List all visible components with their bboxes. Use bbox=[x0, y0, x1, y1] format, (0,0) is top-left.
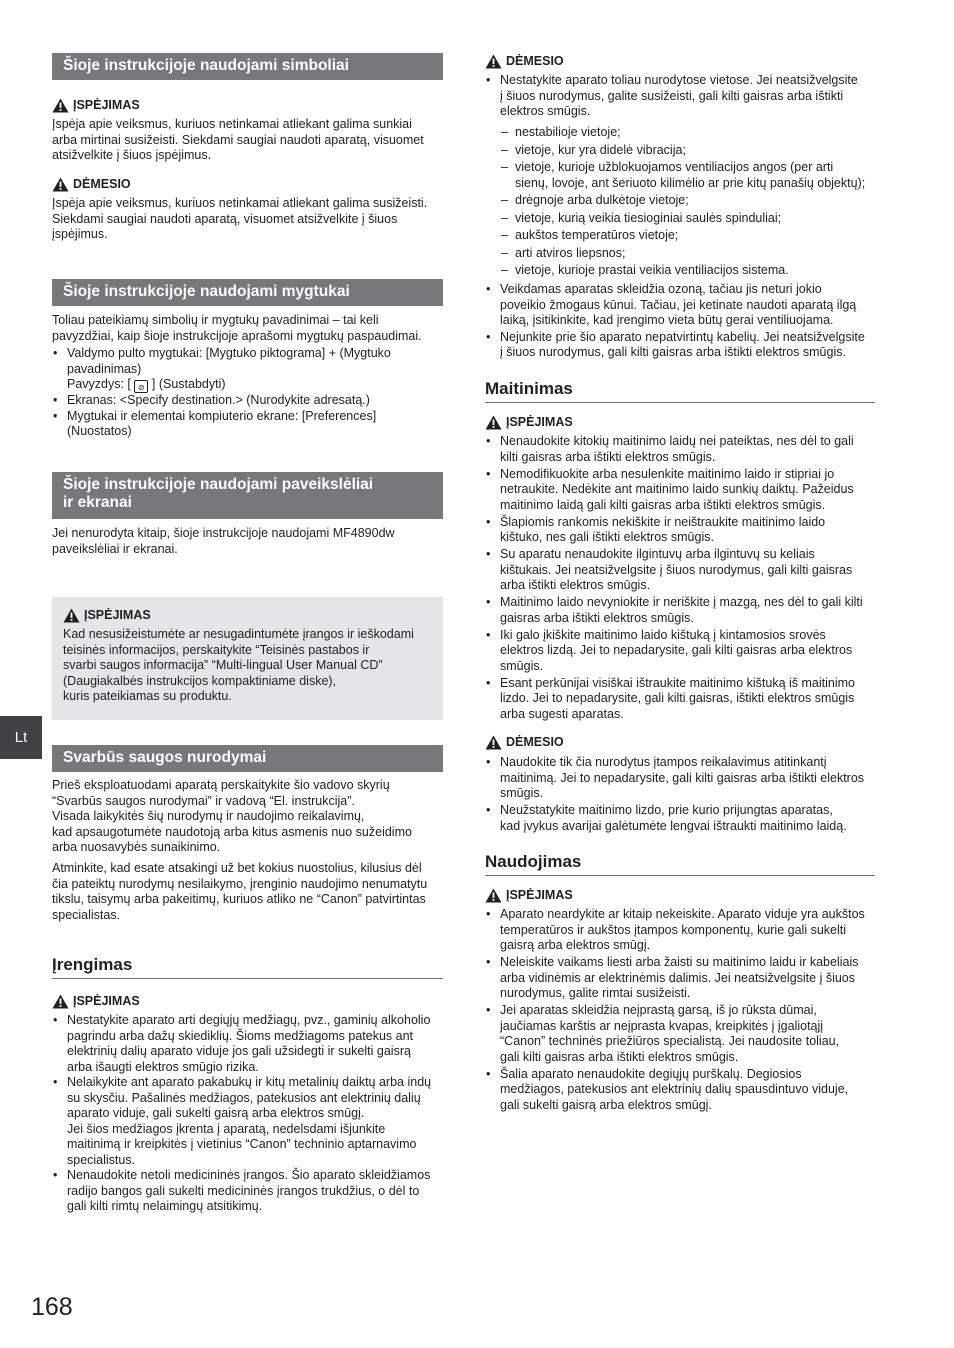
subsection-heading-text: Maitinimas bbox=[485, 379, 573, 398]
language-tab bbox=[0, 716, 42, 759]
subsection-heading-text: Naudojimas bbox=[485, 852, 582, 871]
text-line: maitinimo laidą gali kilti gaisras arba ištikti elektros smūgis. bbox=[500, 497, 826, 512]
list-item bbox=[52, 346, 443, 393]
text-line: Atminkite, kad esate atsakingi už bet kokius nuostolius, kilusius dėl bbox=[52, 861, 422, 875]
text-line: • Esant perkūnijai visiškai ištraukite maitinimo kištuką iš maitinimo bbox=[500, 675, 855, 690]
list-item bbox=[52, 409, 443, 440]
list-item bbox=[485, 1067, 875, 1114]
text-line: • Nestatykite aparato arti degiųjų medžiagų, pvz., gaminių alkoholio bbox=[67, 1013, 431, 1027]
text-line: maitinimą ir kreipkitės į vietinius “Canon” techninio aptarnavimo bbox=[67, 1137, 417, 1151]
power-caution-list bbox=[485, 755, 875, 834]
heading-line: ir ekranai bbox=[63, 494, 132, 511]
text-line: kad įvykus avarijai galėtumėte lengvai ištraukti maitinimo laidą. bbox=[500, 818, 847, 833]
text-line: lizdo. Jei to nepadarysite, gali kilti gaisras, ištikti elektros smūgis bbox=[500, 691, 855, 705]
placement-dash-list bbox=[485, 125, 875, 279]
caution-label: DĖMESIO bbox=[506, 54, 564, 68]
list-item bbox=[52, 1168, 443, 1215]
ozone-cable-list bbox=[485, 282, 875, 361]
text-line: • Nenaudokite netoli medicininės įrangos. Šio aparato skleidžiamos bbox=[67, 1168, 431, 1182]
text-line: kištuko, nes gali ištikti elektros smūgis. bbox=[500, 530, 714, 544]
list-item bbox=[485, 676, 875, 723]
list-item bbox=[485, 211, 875, 227]
text-line: • Jei aparatas skleidžia neįprastą garsą, iš jo rūksta dūmai, bbox=[500, 1003, 817, 1017]
text-line: Įspėja apie veiksmus, kuriuos netinkamai atliekant galima susižeisti. bbox=[52, 196, 428, 210]
text-line: nurodymus, galite rimtai susižeisti. bbox=[500, 986, 691, 1000]
text-line: radijo bangos gali sukelti medicininės įrangos trukdžius, o dėl to bbox=[67, 1183, 420, 1198]
list-item bbox=[485, 803, 875, 834]
caution-title bbox=[485, 53, 875, 69]
warning-triangle-icon bbox=[485, 888, 502, 903]
text-line: gali kilti gaisras arba ištikti elektros smūgis. bbox=[500, 1049, 739, 1064]
text-line: maitinimą. Jei to nepadarysite, gali kilti gaisras arba ištikti elektros bbox=[500, 770, 865, 785]
text-line: • Neleiskite vaikams liesti arba žaisti su maitinimo laidu ir kabeliais bbox=[500, 955, 859, 969]
list-item bbox=[485, 143, 875, 159]
section-heading-safety bbox=[52, 745, 443, 772]
example-prefix: Pavyzdys: [ bbox=[67, 377, 131, 391]
text-line: gaisrą arba elektros smūgį. bbox=[500, 938, 651, 952]
list-item bbox=[485, 193, 875, 209]
list-item bbox=[485, 628, 875, 675]
text-line: gali kilti rimtų nelaimingų atsitikimų. bbox=[67, 1199, 263, 1213]
list-item bbox=[485, 330, 875, 361]
text-line: Toliau pateikiamų simbolių ir mygtukų pavadinimai – tai keli bbox=[52, 313, 379, 327]
text-line: “Svarbūs saugos nurodymai” ir vadovą “El. instrukcija”. bbox=[52, 793, 355, 808]
text-line: arba sugesti aparatas. bbox=[500, 706, 624, 721]
text-line: – vietoje, kur yra didelė vibracija; bbox=[515, 142, 686, 157]
placement-caution-list bbox=[485, 73, 875, 120]
text-line: pagrindu arba dažų skiediklių. Šioms medžiagoms patekus ant bbox=[67, 1028, 414, 1043]
warning-label: ĮSPĖJIMAS bbox=[73, 98, 140, 112]
list-item bbox=[485, 282, 875, 329]
warning-label: ĮSPĖJIMAS bbox=[506, 888, 573, 902]
illustrations-text bbox=[52, 526, 443, 557]
list-item bbox=[485, 547, 875, 594]
subsection-heading-text: Įrengimas bbox=[52, 955, 133, 974]
text-line: tikslu, taisymų arba pakeitimų, kuriuos atliko ne “Canon” patvirtintas bbox=[52, 892, 426, 906]
text-line: arba mirtinai susižeisti. Siekdami saugiai naudoti aparatą, visuomet bbox=[52, 132, 424, 147]
section-heading-symbols-text: Šioje instrukcijoje naudojami simboliai bbox=[63, 57, 349, 74]
text-line: elektros smūgis. bbox=[500, 104, 591, 118]
text-line: netraukite. Nedėkite ant maitinimo laido sunkių daiktų. Pažeidus bbox=[500, 482, 854, 496]
text-line: Prieš eksploatuodami aparatą perskaitykite šio vadovo skyrių bbox=[52, 778, 390, 792]
warning-description bbox=[52, 117, 443, 164]
warning-triangle-icon bbox=[52, 994, 69, 1009]
warning-title bbox=[63, 607, 433, 623]
text-line: • Šlapiomis rankomis nekiškite ir neištraukite maitinimo laido bbox=[500, 514, 826, 529]
safety-paragraph-3 bbox=[52, 861, 443, 923]
list-item bbox=[485, 1003, 875, 1065]
list-item bbox=[485, 125, 875, 141]
language-tab-label: Lt bbox=[14, 729, 28, 746]
text-line: Kad nesusižeistumėte ar nesugadintumėte įrangos ir ieškodami bbox=[63, 627, 414, 641]
text-line: • Ekranas: <Specify destination.> (Nurodykite adresatą.) bbox=[67, 393, 370, 407]
text-line: • Mygtukai ir elementai kompiuterio ekrane: [Preferences] bbox=[67, 408, 377, 423]
list-item bbox=[485, 955, 875, 1002]
example-line bbox=[67, 377, 443, 393]
text-line: poveikio žmogaus kūnui. Tačiau, jei ketinate naudoti aparatą ilgą bbox=[500, 297, 857, 312]
text-line: – arti atviros liepsnos; bbox=[515, 245, 626, 260]
caution-title bbox=[485, 734, 875, 750]
text-line: arba išaugti elektros smūgio rizika. bbox=[67, 1059, 259, 1074]
warning-label: ĮSPĖJIMAS bbox=[84, 608, 151, 622]
important-notice-box bbox=[52, 597, 443, 720]
example-suffix: ] (Sustabdyti) bbox=[151, 377, 226, 391]
text-line: gaisras arba ištikti elektros smūgis. bbox=[500, 610, 694, 625]
text-line: paveikslėliai ir ekranai. bbox=[52, 541, 178, 556]
warning-title bbox=[485, 887, 875, 903]
text-line: • Veikdamas aparatas skleidžia ozoną, tačiau jis neturi jokio bbox=[500, 282, 822, 296]
text-line: specialistus. bbox=[67, 1152, 136, 1167]
caution-label: DĖMESIO bbox=[506, 735, 564, 749]
text-line: – nestabilioje vietoje; bbox=[515, 125, 621, 139]
text-line: • Nejunkite prie šio aparato nepatvirtintų kabelių. Jei neatsižvelgsite bbox=[500, 329, 865, 344]
section-heading-buttons-text: Šioje instrukcijoje naudojami mygtukai bbox=[63, 283, 350, 300]
text-line: laiką, įsitikinkite, kad įrengimo vieta būtų gerai ventiliuojama. bbox=[500, 313, 834, 327]
text-line: kad apsaugotumėte naudotoją arba kitus asmenis nuo sužeidimo bbox=[52, 824, 412, 839]
text-line: • Nelaikykite ant aparato pakabukų ir kitų metalinių daiktų arba indų bbox=[67, 1075, 432, 1089]
text-line: • Naudokite tik čia nurodytus įtampos reikalavimus atitinkantį bbox=[500, 755, 827, 769]
section-heading-symbols bbox=[52, 53, 443, 80]
usage-warning-list bbox=[485, 907, 875, 1113]
text-line: temperatūros ir aukštos įtampos komponentų, kurie gali sukelti bbox=[500, 922, 846, 937]
warning-label: ĮSPĖJIMAS bbox=[73, 994, 140, 1008]
list-item bbox=[52, 393, 443, 409]
text-line: čia pateiktų nurodymų nesilaikymo, įrenginio naudojimo nenumatytu bbox=[52, 876, 428, 891]
text-line: Visada laikykitės šių nurodymų ir naudojimo reikalavimų, bbox=[52, 809, 365, 823]
heading-line: Šioje instrukcijoje naudojami paveikslėliai bbox=[63, 476, 374, 493]
safety-paragraph-1 bbox=[52, 778, 443, 856]
section-heading-buttons bbox=[52, 279, 443, 306]
text-line: • Maitinimo laido nevyniokite ir neriškite į mazgą, nes dėl to gali kilti bbox=[500, 595, 863, 609]
text-line: su skysčiu. Pašalinės medžiagos, patekusios ant elektrinių dalių bbox=[67, 1090, 421, 1105]
list-item bbox=[485, 263, 875, 279]
text-line: Siekdami saugiai naudoti aparatą, visuomet atsižvelkite į šiuos bbox=[52, 211, 398, 226]
text-line: specialistas. bbox=[52, 907, 121, 922]
text-line: jaučiamas karštis ar neįprasta kvapas, kreipkitės į įgaliotąjį bbox=[500, 1018, 824, 1033]
warning-triangle-icon bbox=[485, 735, 502, 750]
list-item bbox=[485, 73, 875, 120]
warning-title bbox=[485, 414, 875, 430]
section-heading-safety-text: Svarbūs saugos nurodymai bbox=[63, 749, 267, 766]
text-line: • Su aparatu nenaudokite ilgintuvų arba ilgintuvų su keliais bbox=[500, 547, 815, 561]
buttons-list bbox=[52, 346, 443, 440]
notice-text bbox=[63, 627, 433, 705]
warning-label: ĮSPĖJIMAS bbox=[506, 415, 573, 429]
section-heading-illustrations bbox=[52, 472, 443, 519]
text-line: arba nuosavybės sunaikinimo. bbox=[52, 840, 221, 854]
text-line: kilti gaisras arba ištikti elektros smūgis. bbox=[500, 449, 716, 464]
list-item bbox=[485, 467, 875, 514]
text-line: aparato viduje, gali sukelti gaisrą arba elektros smūgį. bbox=[67, 1106, 365, 1120]
stop-key-icon: ⊘ bbox=[134, 380, 148, 393]
caution-label: DĖMESIO bbox=[73, 177, 131, 191]
list-item bbox=[485, 160, 875, 191]
text-line: smūgis. bbox=[500, 658, 544, 673]
text-line: pavyzdžiai, kaip šioje instrukcijoje aprašomi mygtukų paspaudimai. bbox=[52, 328, 422, 343]
subsection-heading-usage bbox=[485, 852, 875, 876]
text-line: gali sukelti gaisrą arba elektros smūgį. bbox=[500, 1097, 712, 1112]
subsection-heading-installation bbox=[52, 955, 443, 979]
warning-triangle-icon bbox=[485, 415, 502, 430]
text-line: arba vidinėmis ar elektrinėmis dalimis. Jei neatsižvelgsite į šiuos bbox=[500, 970, 855, 985]
warning-title bbox=[52, 993, 443, 1009]
text-line: (Nuostatos) bbox=[67, 424, 132, 438]
text-line: įspėjimus. bbox=[52, 227, 108, 241]
caution-description bbox=[52, 196, 443, 243]
text-line: – vietoje, kurioje užblokuojamos ventiliacijos angos (per arti bbox=[515, 160, 834, 174]
text-line: elektrinių dalių aparato viduje jos gali užsidegti ir sukelti gaisrą bbox=[67, 1044, 411, 1058]
text-line: kuris pateikiamas su produktu. bbox=[63, 689, 232, 703]
text-line: atsižvelkite į šiuos įspėjimus. bbox=[52, 148, 212, 162]
power-warning-list bbox=[485, 434, 875, 722]
text-line: – drėgnoje arba dulkėtoje vietoje; bbox=[515, 193, 689, 207]
subsection-heading-power bbox=[485, 379, 875, 403]
text-line: į šiuos nurodymus, gali kilti gaisras arba ištikti elektros smūgis. bbox=[500, 345, 846, 359]
text-line: teisinės informacijos, perskaitykite “Teisinės pastabos ir bbox=[63, 642, 370, 657]
text-line: – vietoje, kurioje prastai veikia ventiliacijos sistema. bbox=[515, 263, 789, 277]
text-line: – vietoje, kurią veikia tiesioginiai saulės spinduliai; bbox=[515, 210, 782, 225]
text-line: • Nestatykite aparato toliau nurodytose vietose. Jei neatsižvelgsite bbox=[500, 73, 858, 87]
text-line: • Nemodifikuokite arba nesulenkite maitinimo laido ir stipriai jo bbox=[500, 466, 835, 481]
list-item bbox=[485, 228, 875, 244]
list-item bbox=[52, 1075, 443, 1168]
warning-triangle-icon bbox=[52, 177, 69, 192]
text-line: • Šalia aparato nenaudokite degiųjų purškalų. Degiosios bbox=[500, 1066, 802, 1081]
list-item bbox=[485, 434, 875, 465]
text-line: arba ištikti elektros smūgis. bbox=[500, 578, 651, 592]
list-item bbox=[485, 246, 875, 262]
warning-title bbox=[52, 97, 443, 113]
text-line: elektros lizdą. Jei to nepadarysite, gali kilti gaisras arba elektros bbox=[500, 643, 853, 657]
text-line: kištukais. Jei neatsižvelgsite į šiuos nurodymus, gali kilti gaisras bbox=[500, 562, 853, 577]
text-line: svarbi saugos informacija” “Multi-lingual User Manual CD” bbox=[63, 658, 383, 672]
text-line: – aukštos temperatūros vietoje; bbox=[515, 228, 679, 242]
warning-triangle-icon bbox=[485, 54, 502, 69]
warning-triangle-icon bbox=[52, 98, 69, 113]
text-line: “Canon” techninės priežiūros specialistą. Jei naudosite toliau, bbox=[500, 1034, 840, 1048]
text-line: • Valdymo pulto mygtukai: [Mygtuko piktograma] + (Mygtuko bbox=[67, 346, 391, 360]
buttons-intro bbox=[52, 313, 443, 344]
list-item bbox=[485, 755, 875, 802]
text-line: medžiagos, patekusios ant elektrinių dalių spausdintuvo viduje, bbox=[500, 1082, 849, 1096]
text-line: • Neužstatykite maitinimo lizdo, prie kurio prijungtas aparatas, bbox=[500, 803, 833, 817]
text-line: • Iki galo įkiškite maitinimo laido kištuką į kintamosios srovės bbox=[500, 627, 826, 642]
text-line: • Aparato neardykite ar kitaip nekeiskite. Aparato viduje yra aukštos bbox=[500, 907, 865, 921]
text-line: pavadinimas) bbox=[67, 361, 142, 376]
list-item bbox=[485, 595, 875, 626]
warning-triangle-icon bbox=[63, 608, 80, 623]
text-line: smūgis. bbox=[500, 786, 544, 800]
text-line: • Nenaudokite kitokių maitinimo laidų nei pateiktas, nes dėl to gali bbox=[500, 434, 854, 448]
list-item bbox=[52, 1013, 443, 1075]
text-line: Įspėja apie veiksmus, kuriuos netinkamai atliekant galima sunkiai bbox=[52, 117, 412, 131]
text-line: (Daugiakalbės instrukcijos kompaktiniame diske), bbox=[63, 673, 337, 688]
text-line: Jei šios medžiagos įkrenta į aparatą, nedelsdami išjunkite bbox=[67, 1121, 386, 1136]
installation-list bbox=[52, 1013, 443, 1215]
page-number: 168 bbox=[31, 1293, 73, 1321]
caution-title bbox=[52, 176, 443, 192]
text-line: Jei nenurodyta kitaip, šioje instrukcijoje naudojami MF4890dw bbox=[52, 526, 395, 540]
list-item bbox=[485, 515, 875, 546]
list-item bbox=[485, 907, 875, 954]
text-line: sienų, lovoje, ant šeriuoto kilimėlio ar prie kitų panašių objektų); bbox=[515, 175, 866, 190]
text-line: į šiuos nurodymus, galite susižeisti, gali kilti gaisras arba ištikti bbox=[500, 88, 844, 103]
